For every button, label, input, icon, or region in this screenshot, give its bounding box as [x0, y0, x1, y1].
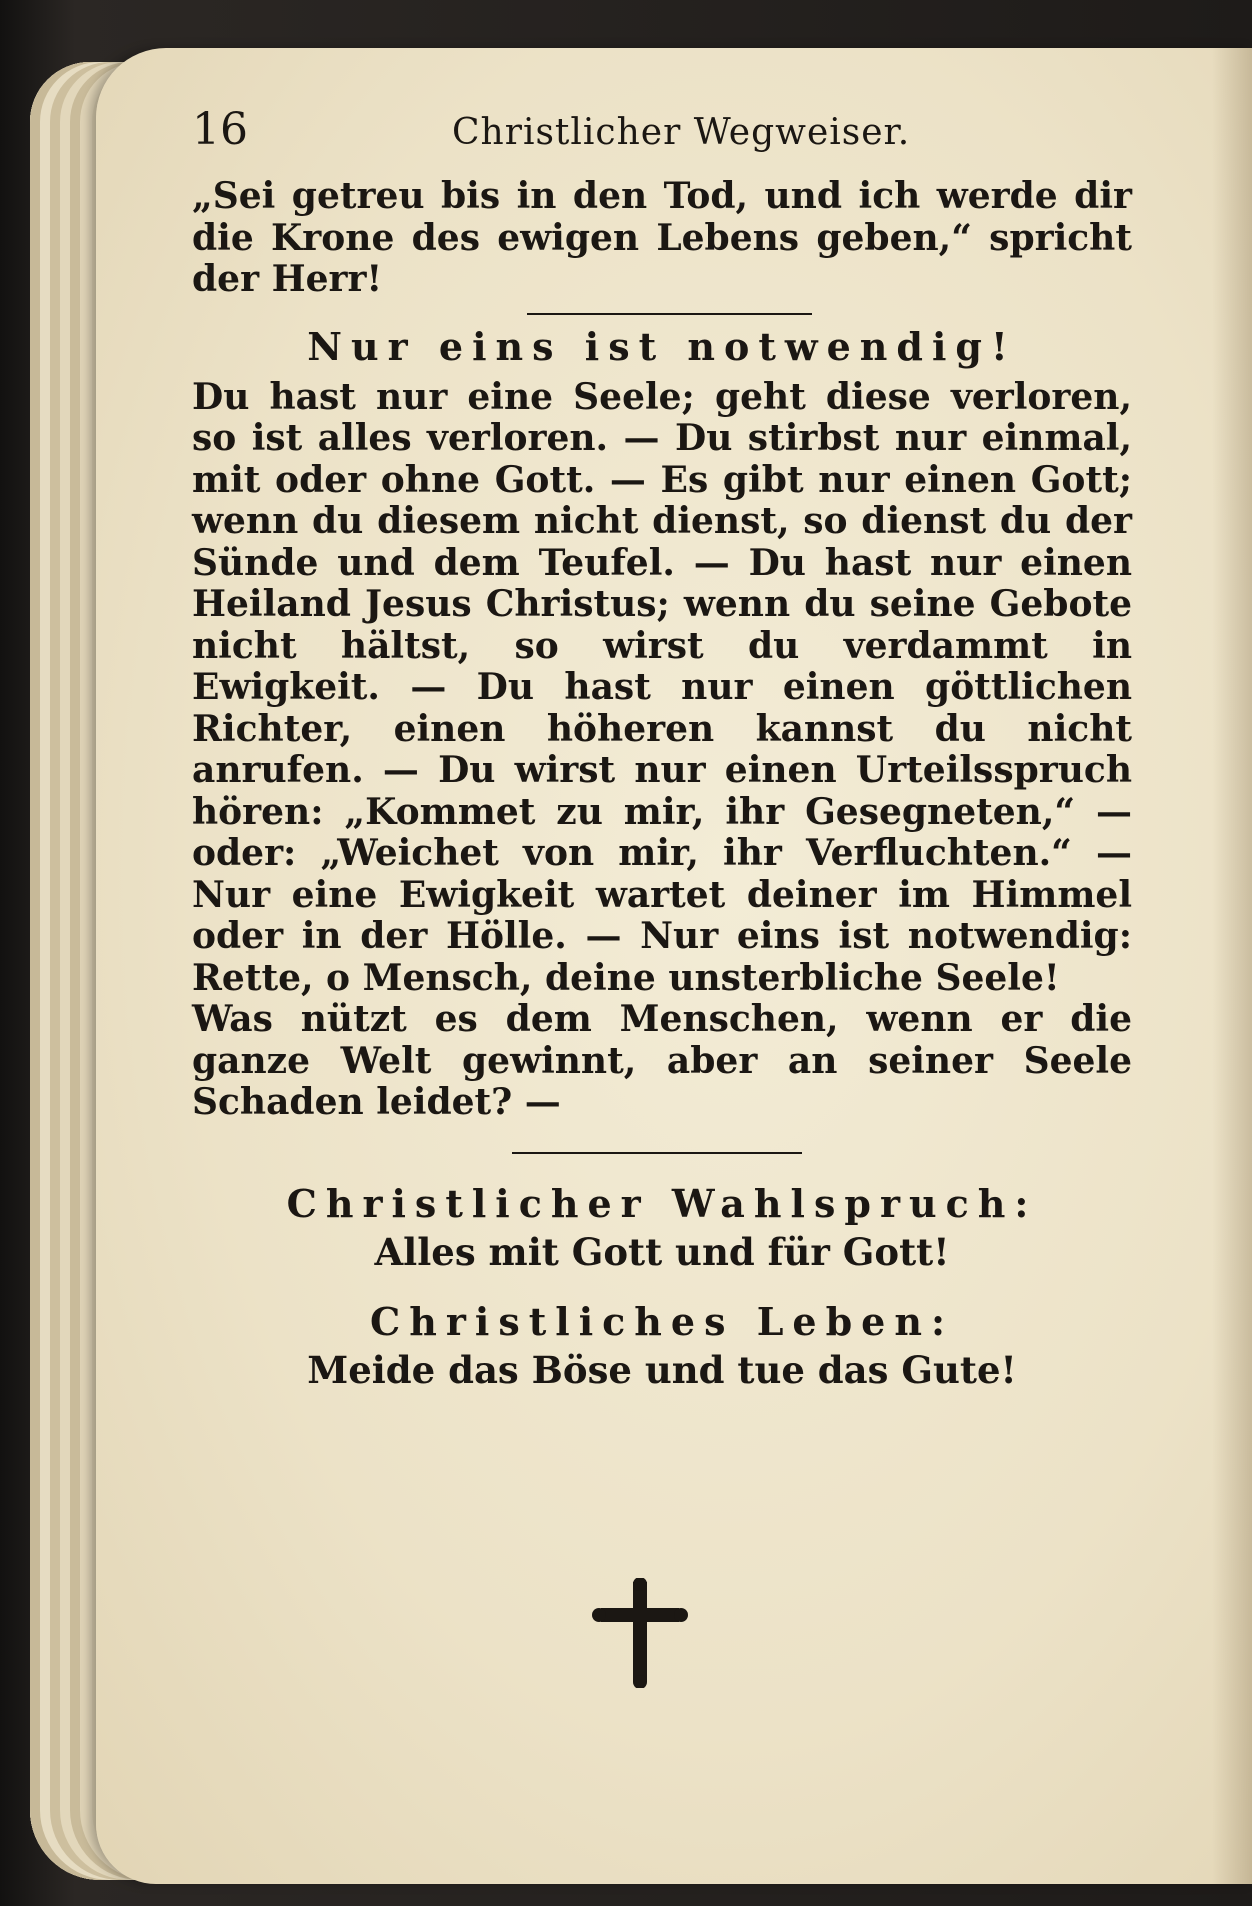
page-gutter [1212, 48, 1252, 1884]
motto-leben: Meide das Böse und tue das Gute! [307, 1347, 1017, 1392]
section-heading-wahlspruch: Christlicher Wahlspruch: [286, 1180, 1038, 1226]
cross-icon [585, 1578, 695, 1688]
page-content [192, 104, 1132, 1394]
page-header [192, 104, 1132, 166]
bible-quote: „Sei getreu bis in den Tod, und ich werde dir die Krone des ewigen Lebens geben,“ spricht der Herr! [192, 175, 1132, 300]
body-paragraph-2: Was nützt es dem Menschen, wenn er die ganze Welt gewinnt, aber an seiner Seele Schaden leidet? — [192, 998, 1132, 1123]
motto-wahlspruch: Alles mit Gott und für Gott! [374, 1229, 950, 1274]
divider-rule-2 [512, 1152, 802, 1154]
divider-rule [527, 313, 812, 315]
body-paragraph: Du hast nur eine Seele; geht diese verloren, so ist alles verloren. — Du stirbst nur einmal, mit oder ohne Gott. — Es gibt nur einen Gott; wenn du diesem nicht dienst, so dienst du der Sünde und dem Teufel. — Du hast nur einen Heiland Jesus Christus; wenn du seine Gebote nicht hältst, so wirst du verdammt in Ewigkeit. — Du hast nur einen göttlichen Richter, einen höheren kannst du nicht anrufen. — Du wirst nur einen Urteilsspruch hören: „Kommet zu mir, ihr Gesegneten,“ — oder: „Weichet von mir, ihr Verfluchten.“ — Nur eine Ewigkeit wartet deiner im Himmel oder in der Hölle. — Nur eins ist notwendig: Rette, o Mensch, deine unsterbliche Seele! [192, 375, 1132, 999]
section-heading-notwendig: Nur eins ist notwendig! [307, 323, 1017, 369]
running-title: Christlicher Wegweiser. [452, 112, 911, 153]
section-heading-leben: Christliches Leben: [369, 1298, 954, 1344]
page-number: 16 [192, 104, 248, 155]
